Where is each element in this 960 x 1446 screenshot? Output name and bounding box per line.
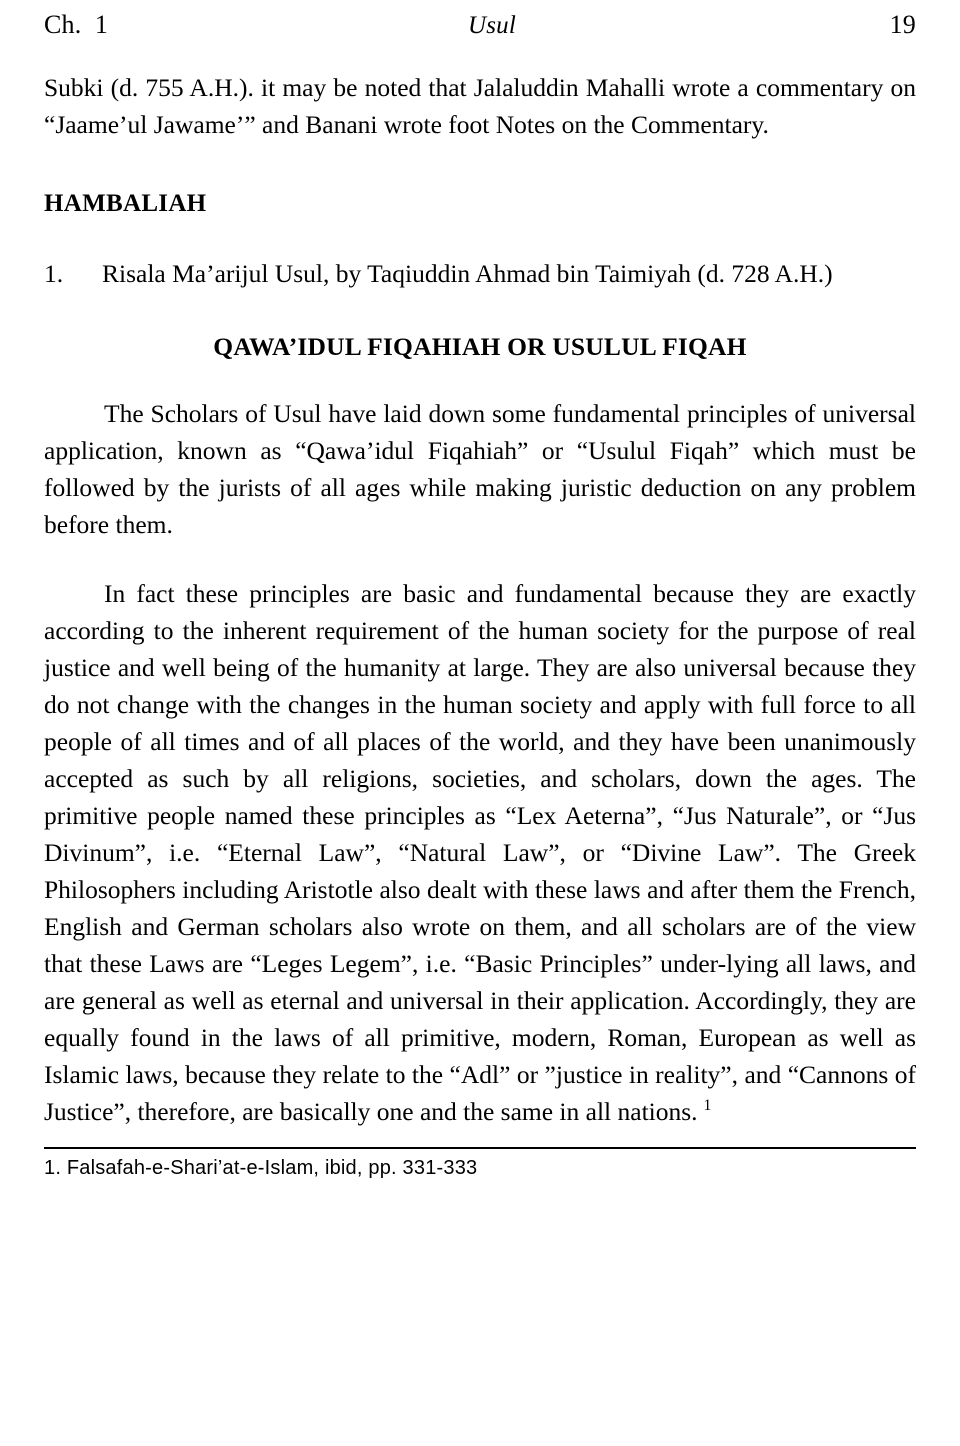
section-heading-hambaliah: HAMBALIAH bbox=[44, 189, 207, 217]
body-paragraph-1: The Scholars of Usul have laid down some fundamental principles of universal application, known as “Qawa’idul Fiqahiah” or “Usulul Fiqah” which must be followed by the jurists of all ages while making juristic deduction on any problem before them. bbox=[44, 399, 916, 540]
page-body bbox=[0, 70, 960, 1131]
body-paragraph-2-text: In fact these principles are basic and fundamental because they are exactly according to the inherent requirement of the human society for the purpose of real justice and well being of the humanity at large. They are also universal because they do not change with the changes in the human society and apply with full force to all people of all times and of all places of the world, and they have been unanimously accepted as such by all religions, societies, and scholars, down the ages. The primitive people named these principles as “Lex Aeterna”, “Jus Naturale”, or “Jus Divinum”, i.e. “Eternal Law”, “Natural Law”, or “Divine Law”. The Greek Philosophers including Aristotle also dealt with these laws and after them the French, English and German scholars also wrote on them, and all scholars are of the view that these Laws are “Leges Legem”, i.e. “Basic Principles” under-lying all laws, and are general as well as eternal and universal in their application. Accordingly, they are equally found in the laws of all primitive, modern, Roman, European as well as Islamic laws, because they relate to the “Adl” or ”justice in reality”, and “Cannons of Justice”, therefore, are basically one and the same in all nations. bbox=[44, 579, 916, 1126]
header-chapter-label: Ch. 1 bbox=[44, 10, 109, 39]
header-page-number: 19 bbox=[889, 10, 916, 39]
list-item-number: 1. bbox=[44, 259, 64, 289]
footnote-marker: 1 bbox=[703, 1097, 712, 1115]
list-item-text: Risala Ma’arijul Usul, by Taqiuddin Ahmad bin Taimiyah (d. 728 A.H.) bbox=[102, 259, 833, 289]
footnote-text: 1. Falsafah-e-Shari’at-e-Islam, ibid, pp. 331-333 bbox=[44, 1156, 478, 1179]
running-head bbox=[0, 0, 960, 40]
list-item bbox=[44, 256, 916, 293]
body-paragraph-2 bbox=[44, 576, 916, 1131]
intro-paragraph: Subki (d. 755 A.H.). it may be noted that Jalaluddin Mahalli wrote a commentary on “Jaame’ul Jawame’” and Banani wrote foot Notes on the Commentary. bbox=[44, 73, 916, 139]
centered-heading: QAWA’IDUL FIQAHIAH OR USULUL FIQAH bbox=[213, 332, 747, 362]
header-book-title: Usul bbox=[468, 12, 517, 39]
